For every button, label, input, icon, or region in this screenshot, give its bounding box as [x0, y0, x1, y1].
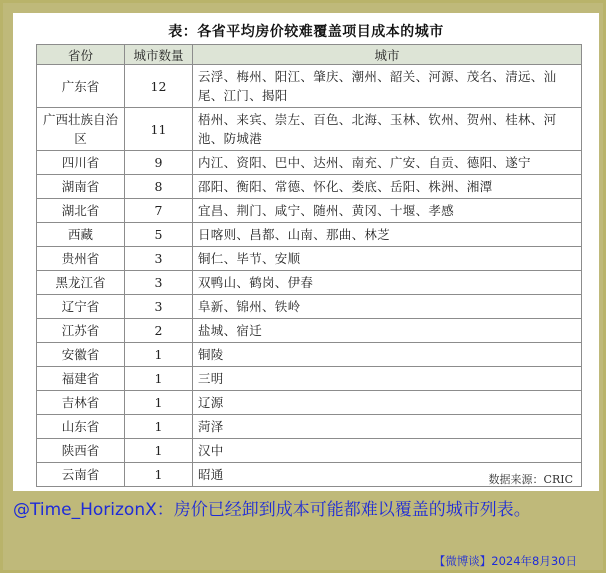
table-row — [37, 319, 582, 343]
table-row — [37, 247, 582, 271]
cities-cell: 双鸭山、鹤岗、伊春 — [193, 271, 582, 295]
cities-table — [36, 44, 582, 487]
province-cell: 吉林省 — [37, 391, 125, 415]
table-row — [37, 367, 582, 391]
table-body — [37, 65, 582, 487]
table-title: 表：各省平均房价较难覆盖项目成本的城市 — [168, 24, 444, 40]
count-cell: 1 — [125, 439, 193, 463]
province-cell: 福建省 — [37, 367, 125, 391]
data-source: 数据来源：CRIC — [488, 473, 573, 486]
province-cell: 湖南省 — [37, 175, 125, 199]
header-province: 省份 — [37, 45, 125, 65]
table-row — [37, 415, 582, 439]
count-cell: 1 — [125, 463, 193, 487]
table-row — [37, 199, 582, 223]
province-cell: 西藏 — [37, 223, 125, 247]
cities-cell: 三明 — [193, 367, 582, 391]
province-cell: 四川省 — [37, 151, 125, 175]
table-row — [37, 108, 582, 151]
cities-cell: 盐城、宿迁 — [193, 319, 582, 343]
province-cell: 安徽省 — [37, 343, 125, 367]
province-cell: 江苏省 — [37, 319, 125, 343]
cities-cell: 汉中 — [193, 439, 582, 463]
count-cell: 1 — [125, 367, 193, 391]
cities-cell: 梧州、来宾、崇左、百色、北海、玉林、钦州、贺州、桂林、河池、防城港 — [193, 108, 582, 151]
province-cell: 广西壮族自治区 — [37, 108, 125, 151]
table-row — [37, 343, 582, 367]
count-cell: 7 — [125, 199, 193, 223]
cities-cell: 铜仁、毕节、安顺 — [193, 247, 582, 271]
cities-cell: 昭通 — [193, 463, 582, 487]
count-cell: 2 — [125, 319, 193, 343]
count-cell: 3 — [125, 271, 193, 295]
cities-cell: 云浮、梅州、阳江、肇庆、潮州、韶关、河源、茂名、清远、汕尾、江门、揭阳 — [193, 65, 582, 108]
province-cell: 湖北省 — [37, 199, 125, 223]
count-cell: 3 — [125, 295, 193, 319]
count-cell: 8 — [125, 175, 193, 199]
table-header-row — [37, 45, 582, 65]
province-cell: 贵州省 — [37, 247, 125, 271]
count-cell: 5 — [125, 223, 193, 247]
province-cell: 广东省 — [37, 65, 125, 108]
table-row — [37, 295, 582, 319]
count-cell: 1 — [125, 391, 193, 415]
table-row — [37, 175, 582, 199]
table-image — [13, 13, 599, 491]
cities-cell: 邵阳、衡阳、常德、怀化、娄底、岳阳、株洲、湘潭 — [193, 175, 582, 199]
count-cell: 1 — [125, 415, 193, 439]
cities-cell: 菏泽 — [193, 415, 582, 439]
count-cell: 9 — [125, 151, 193, 175]
table-row — [37, 271, 582, 295]
header-count: 城市数量 — [125, 45, 193, 65]
cities-cell: 宜昌、荆门、咸宁、随州、黄冈、十堰、孝感 — [193, 199, 582, 223]
province-cell: 陕西省 — [37, 439, 125, 463]
province-cell: 云南省 — [37, 463, 125, 487]
cities-cell: 日喀则、昌都、山南、那曲、林芝 — [193, 223, 582, 247]
post-caption: @Time_HorizonX：房价已经卸到成本可能都难以覆盖的城市列表。 — [13, 500, 531, 520]
header-cities: 城市 — [193, 45, 582, 65]
post-stamp: 【微博谈】2024年8月30日 — [433, 554, 577, 568]
count-cell: 11 — [125, 108, 193, 151]
province-cell: 辽宁省 — [37, 295, 125, 319]
count-cell: 1 — [125, 343, 193, 367]
cities-cell: 内江、资阳、巴中、达州、南充、广安、自贡、德阳、遂宁 — [193, 151, 582, 175]
table-row — [37, 151, 582, 175]
count-cell: 3 — [125, 247, 193, 271]
table-row — [37, 391, 582, 415]
table-row — [37, 65, 582, 108]
cities-cell: 辽源 — [193, 391, 582, 415]
table-row — [37, 223, 582, 247]
table-row — [37, 439, 582, 463]
province-cell: 山东省 — [37, 415, 125, 439]
count-cell: 12 — [125, 65, 193, 108]
cities-cell: 铜陵 — [193, 343, 582, 367]
province-cell: 黑龙江省 — [37, 271, 125, 295]
cities-cell: 阜新、锦州、铁岭 — [193, 295, 582, 319]
